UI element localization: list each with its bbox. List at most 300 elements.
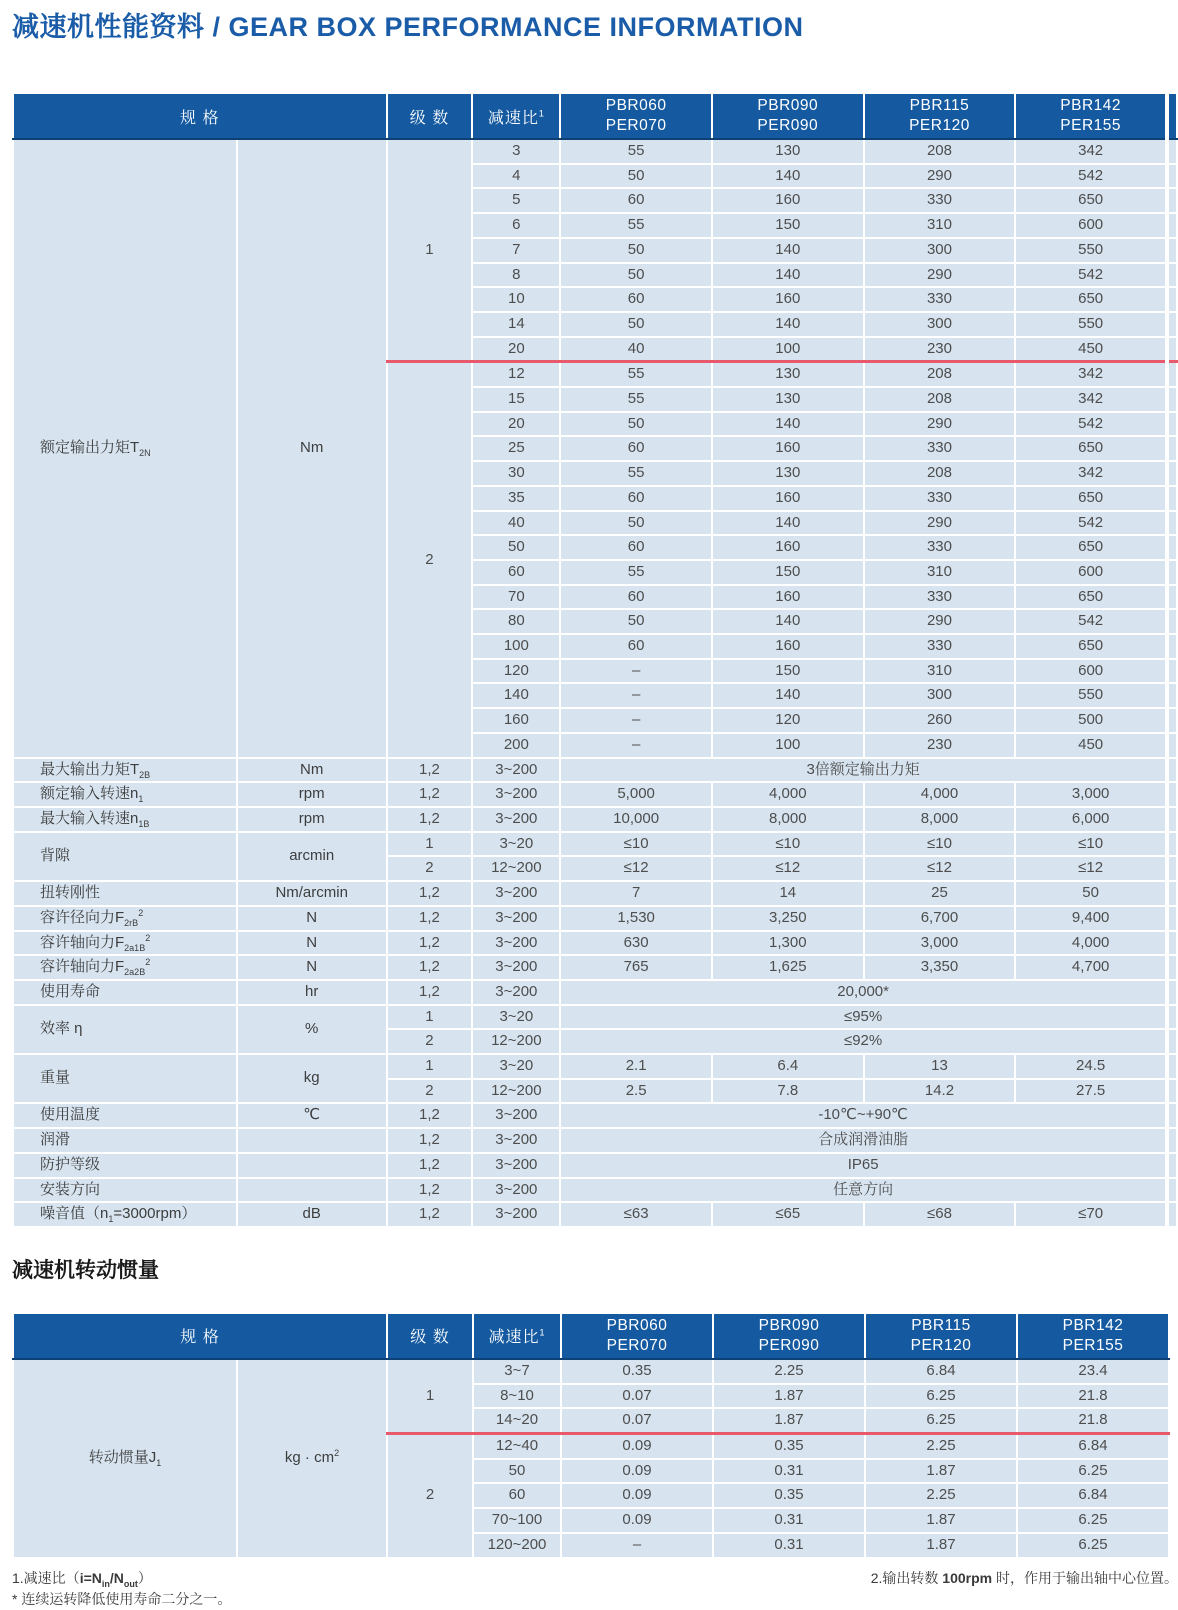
ratio-cell: 3~200	[472, 758, 560, 783]
value-cell: 650	[1015, 188, 1167, 213]
value-cell: 1,300	[712, 931, 864, 956]
cutoff-cell	[1167, 337, 1177, 362]
value-cell: 6.25	[865, 1408, 1017, 1433]
ratio-cell: 3~200	[472, 807, 560, 832]
value-cell: 208	[864, 461, 1016, 486]
stages-header: 级 数	[387, 1313, 473, 1359]
cutoff-column-header	[1167, 93, 1177, 139]
spec-row	[13, 782, 1177, 807]
spec-label: 额定输入转速$n_1$	[13, 782, 237, 807]
value-cell: 342	[1015, 461, 1167, 486]
value-cell: 50	[560, 511, 712, 536]
cutoff-cell	[1167, 387, 1177, 412]
cutoff-cell	[1167, 213, 1177, 238]
value-cell: 6.25	[1017, 1508, 1169, 1533]
value-cell: 25	[864, 881, 1016, 906]
ratio-cell: 3~200	[472, 955, 560, 980]
inertia-label: 转动惯量$J_1$	[13, 1359, 237, 1558]
spec-label: 使用寿命	[13, 980, 237, 1005]
cutoff-cell	[1167, 362, 1177, 387]
stage-cell: 1,2	[387, 1202, 473, 1227]
value-cell: 330	[864, 436, 1016, 461]
value-cell: 310	[864, 560, 1016, 585]
model-name-bottom: PER120	[910, 1336, 972, 1354]
ratio-cell: 3~200	[472, 1153, 560, 1178]
value-cell: 7	[560, 881, 712, 906]
ratio-cell: 30	[472, 461, 560, 486]
cutoff-cell	[1167, 906, 1177, 931]
spec-unit: ℃	[237, 1103, 387, 1128]
ratio-cell: 35	[472, 486, 560, 511]
ratio-cell: 15	[472, 387, 560, 412]
ratio-cell: 40	[472, 511, 560, 536]
inertia-table-section	[12, 1312, 1178, 1559]
value-cell: 140	[712, 312, 864, 337]
performance-table-section	[12, 92, 1178, 1228]
cutoff-cell	[1167, 560, 1177, 585]
value-cell: 290	[864, 511, 1016, 536]
spec-label: 容许轴向力$F_{2a1B}^2$	[13, 931, 237, 956]
ratio-cell: 3~200	[472, 980, 560, 1005]
spec-unit: Nm	[237, 758, 387, 783]
value-cell: 50	[560, 263, 712, 288]
value-cell: 600	[1015, 560, 1167, 585]
value-cell: 6.84	[1017, 1483, 1169, 1508]
value-cell: 3,250	[712, 906, 864, 931]
ratio-cell: 140	[472, 683, 560, 708]
ratio-cell: 60	[472, 560, 560, 585]
value-cell: 140	[712, 164, 864, 189]
model-name-bottom: PER090	[758, 1336, 820, 1354]
ratio-cell: 200	[472, 733, 560, 758]
ratio-header: 减速比$^1$	[472, 93, 560, 139]
ratio-cell: 3~20	[472, 1005, 560, 1030]
value-cell: 450	[1015, 733, 1167, 758]
value-cell: 60	[560, 634, 712, 659]
span-value-cell: IP65	[560, 1153, 1167, 1178]
ratio-cell: 70~100	[473, 1508, 561, 1533]
value-cell: 13	[864, 1054, 1016, 1079]
value-cell: 0.09	[561, 1459, 713, 1484]
value-cell: 650	[1015, 436, 1167, 461]
stage-cell: 2	[387, 856, 473, 881]
value-cell: 9,400	[1015, 906, 1167, 931]
ratio-cell: 3~200	[472, 1103, 560, 1128]
header-row	[13, 1313, 1169, 1359]
spec-row	[13, 807, 1177, 832]
spec-row	[13, 980, 1177, 1005]
cutoff-cell	[1167, 1202, 1177, 1227]
ratio-cell: 50	[472, 535, 560, 560]
ratio-cell: 5	[472, 188, 560, 213]
model-name-top: PBR060	[605, 97, 667, 114]
spec-label: 润滑	[13, 1128, 237, 1153]
value-cell: 1.87	[865, 1533, 1017, 1558]
value-cell: 14.2	[864, 1079, 1016, 1104]
stage-cell: 1,2	[387, 758, 473, 783]
model-name-bottom: PER155	[1060, 117, 1121, 134]
header-row	[13, 93, 1177, 139]
model-name-top: PBR090	[758, 1316, 820, 1334]
ratio-cell: 14	[472, 312, 560, 337]
cutoff-cell	[1167, 263, 1177, 288]
spec-label: 扭转刚性	[13, 881, 237, 906]
model-name-bottom: PER070	[606, 1336, 668, 1354]
value-cell: 6.25	[865, 1384, 1017, 1409]
value-cell: 765	[560, 955, 712, 980]
spec-unit	[237, 1178, 387, 1203]
ratio-cell: 3~20	[472, 1054, 560, 1079]
value-cell: 6,700	[864, 906, 1016, 931]
spec-label: 背隙	[13, 832, 237, 881]
value-cell: 60	[560, 188, 712, 213]
value-cell: 150	[712, 213, 864, 238]
stage-cell: 1,2	[387, 782, 473, 807]
value-cell: 160	[712, 188, 864, 213]
stage-cell: 2	[387, 1029, 473, 1054]
value-cell: 140	[712, 412, 864, 437]
value-cell: 650	[1015, 486, 1167, 511]
value-cell: ≤68	[864, 1202, 1016, 1227]
torque-unit: Nm	[237, 139, 387, 758]
value-cell: 120	[712, 708, 864, 733]
value-cell: 342	[1015, 362, 1167, 387]
value-cell: 600	[1015, 659, 1167, 684]
ratio-cell: 120~200	[473, 1533, 561, 1558]
inertia-section-title: 减速机转动惯量	[12, 1258, 159, 1282]
value-cell: 208	[864, 387, 1016, 412]
value-cell: 6.84	[1017, 1434, 1169, 1459]
value-cell: 130	[712, 461, 864, 486]
value-cell: 140	[712, 511, 864, 536]
cutoff-cell	[1167, 955, 1177, 980]
stage-cell: 1,2	[387, 1128, 473, 1153]
value-cell: 55	[560, 213, 712, 238]
value-cell: 150	[712, 560, 864, 585]
value-cell: 0.35	[561, 1359, 713, 1384]
value-cell: ≤10	[1015, 832, 1167, 857]
cutoff-cell	[1167, 535, 1177, 560]
value-cell: 0.31	[713, 1459, 865, 1484]
value-cell: 6,000	[1015, 807, 1167, 832]
value-cell: 0.07	[561, 1408, 713, 1433]
value-cell: 140	[712, 238, 864, 263]
value-cell: 342	[1015, 139, 1167, 164]
spec-row	[13, 1103, 1177, 1128]
cutoff-cell	[1167, 164, 1177, 189]
page-title: 减速机性能资料 / GEAR BOX PERFORMANCE INFORMATION	[12, 12, 804, 42]
ratio-cell: 12~200	[472, 856, 560, 881]
ratio-cell: 8~10	[473, 1384, 561, 1409]
value-cell: 55	[560, 560, 712, 585]
value-cell: 330	[864, 585, 1016, 610]
value-cell: 0.35	[713, 1483, 865, 1508]
value-cell: 650	[1015, 634, 1167, 659]
span-value-cell: 任意方向	[560, 1178, 1167, 1203]
value-cell: 1,530	[560, 906, 712, 931]
value-cell: ≤10	[560, 832, 712, 857]
cutoff-cell	[1167, 461, 1177, 486]
value-cell: 60	[560, 535, 712, 560]
value-cell: 55	[560, 387, 712, 412]
value-cell: 290	[864, 412, 1016, 437]
value-cell: 1.87	[713, 1408, 865, 1433]
value-cell: 542	[1015, 412, 1167, 437]
value-cell: 330	[864, 634, 1016, 659]
value-cell: 0.07	[561, 1384, 713, 1409]
value-cell: 130	[712, 362, 864, 387]
spec-label: 最大输入转速$n_{1B}$	[13, 807, 237, 832]
value-cell: 3,000	[1015, 782, 1167, 807]
value-cell: 40	[560, 337, 712, 362]
cutoff-cell	[1167, 312, 1177, 337]
spec-label: 效率 η	[13, 1005, 237, 1054]
stage-cell: 1	[387, 139, 473, 362]
stage-cell: 1,2	[387, 881, 473, 906]
spec-unit: rpm	[237, 782, 387, 807]
value-cell: 330	[864, 188, 1016, 213]
model-name-bottom: PER070	[605, 117, 667, 134]
value-cell: 6.25	[1017, 1459, 1169, 1484]
torque-row	[13, 139, 1177, 164]
model-header-2	[712, 93, 864, 139]
value-cell: 130	[712, 139, 864, 164]
value-cell: 100	[712, 733, 864, 758]
stage-cell: 2	[387, 362, 473, 758]
value-cell: 55	[560, 139, 712, 164]
spec-unit: dB	[237, 1202, 387, 1227]
spec-row	[13, 931, 1177, 956]
ratio-cell: 100	[472, 634, 560, 659]
span-value-cell: 3倍额定输出力矩	[560, 758, 1167, 783]
value-cell: 60	[560, 287, 712, 312]
ratio-cell: 14~20	[473, 1408, 561, 1433]
model-header-4	[1017, 1313, 1169, 1359]
cutoff-cell	[1167, 1178, 1177, 1203]
spec-row	[13, 955, 1177, 980]
cutoff-cell	[1167, 758, 1177, 783]
value-cell: 630	[560, 931, 712, 956]
value-cell: 4,000	[864, 782, 1016, 807]
inertia-table	[12, 1312, 1170, 1559]
spec-label: 使用温度	[13, 1103, 237, 1128]
value-cell: 5,000	[560, 782, 712, 807]
value-cell: 1.87	[865, 1508, 1017, 1533]
span-value-cell: 20,000*	[560, 980, 1167, 1005]
value-cell: 208	[864, 139, 1016, 164]
model-header-1	[560, 93, 712, 139]
value-cell: 0.09	[561, 1434, 713, 1459]
value-cell: 8,000	[864, 807, 1016, 832]
stage-cell: 1	[387, 1054, 473, 1079]
spec-header: 规 格	[13, 1313, 387, 1359]
value-cell: 230	[864, 733, 1016, 758]
ratio-cell: 12~40	[473, 1434, 561, 1459]
spec-label: 容许轴向力$F_{2a2B}^2$	[13, 955, 237, 980]
value-cell: ≤12	[560, 856, 712, 881]
cutoff-cell	[1167, 1079, 1177, 1104]
value-cell: 0.35	[713, 1434, 865, 1459]
ratio-cell: 20	[472, 337, 560, 362]
model-name-top: PBR090	[757, 97, 819, 114]
value-cell: 550	[1015, 312, 1167, 337]
ratio-cell: 25	[472, 436, 560, 461]
value-cell: 550	[1015, 238, 1167, 263]
value-cell: 4,000	[1015, 931, 1167, 956]
model-header-1	[561, 1313, 713, 1359]
value-cell: 8,000	[712, 807, 864, 832]
value-cell: ≤10	[864, 832, 1016, 857]
spec-unit: kg	[237, 1054, 387, 1103]
value-cell: 140	[712, 263, 864, 288]
value-cell: 310	[864, 659, 1016, 684]
cutoff-cell	[1167, 1103, 1177, 1128]
value-cell: 260	[864, 708, 1016, 733]
ratio-cell: 12~200	[472, 1029, 560, 1054]
value-cell: 2.1	[560, 1054, 712, 1079]
model-name-top: PBR115	[909, 97, 970, 114]
value-cell: 650	[1015, 287, 1167, 312]
model-name-bottom: PER155	[1062, 1336, 1124, 1354]
cutoff-cell	[1167, 733, 1177, 758]
value-cell: 542	[1015, 164, 1167, 189]
stage-cell: 1,2	[387, 906, 473, 931]
value-cell: 330	[864, 486, 1016, 511]
cutoff-cell	[1167, 683, 1177, 708]
value-cell: 24.5	[1015, 1054, 1167, 1079]
value-cell: –	[561, 1533, 713, 1558]
ratio-cell: 160	[472, 708, 560, 733]
value-cell: 100	[712, 337, 864, 362]
value-cell: 6.4	[712, 1054, 864, 1079]
value-cell: 290	[864, 609, 1016, 634]
stage-cell: 1,2	[387, 807, 473, 832]
spec-unit: %	[237, 1005, 387, 1054]
value-cell: ≤10	[712, 832, 864, 857]
value-cell: 27.5	[1015, 1079, 1167, 1104]
value-cell: –	[560, 733, 712, 758]
value-cell: 2.25	[865, 1483, 1017, 1508]
stage-cell: 1,2	[387, 931, 473, 956]
spec-row	[13, 1202, 1177, 1227]
spec-row	[13, 1005, 1177, 1030]
ratio-cell: 3	[472, 139, 560, 164]
cutoff-cell	[1167, 412, 1177, 437]
inertia-table-header	[13, 1313, 1169, 1359]
value-cell: 50	[560, 312, 712, 337]
value-cell: 21.8	[1017, 1384, 1169, 1409]
ratio-cell: 7	[472, 238, 560, 263]
value-cell: 0.09	[561, 1483, 713, 1508]
spec-unit: N	[237, 931, 387, 956]
cutoff-cell	[1167, 436, 1177, 461]
model-name-top: PBR142	[1062, 1316, 1124, 1334]
value-cell: 600	[1015, 213, 1167, 238]
stage-cell: 1,2	[387, 1153, 473, 1178]
spec-row	[13, 832, 1177, 857]
performance-table-body	[13, 139, 1177, 1227]
ratio-header: 减速比$^1$	[473, 1313, 561, 1359]
span-value-cell: -10℃~+90℃	[560, 1103, 1167, 1128]
value-cell: 160	[712, 535, 864, 560]
footnote-ratio-definition: 1.减速比$(i=N_{in}/N_{out})$	[12, 1569, 152, 1589]
spec-unit: hr	[237, 980, 387, 1005]
value-cell: 160	[712, 287, 864, 312]
footnotes	[12, 1568, 1178, 1610]
value-cell: 60	[560, 585, 712, 610]
value-cell: 330	[864, 287, 1016, 312]
ratio-cell: 12	[472, 362, 560, 387]
stage-cell: 2	[387, 1434, 473, 1558]
cutoff-cell	[1167, 238, 1177, 263]
value-cell: –	[560, 683, 712, 708]
ratio-cell: 3~7	[473, 1359, 561, 1384]
ratio-cell: 6	[472, 213, 560, 238]
ratio-cell: 20	[472, 412, 560, 437]
value-cell: 130	[712, 387, 864, 412]
cutoff-cell	[1167, 1005, 1177, 1030]
value-cell: 150	[712, 659, 864, 684]
ratio-cell: 80	[472, 609, 560, 634]
ratio-cell: 3~200	[472, 782, 560, 807]
cutoff-cell	[1167, 1153, 1177, 1178]
inertia-row	[13, 1359, 1169, 1384]
value-cell: 290	[864, 263, 1016, 288]
spec-unit	[237, 1153, 387, 1178]
ratio-cell: 70	[472, 585, 560, 610]
cutoff-cell	[1167, 1029, 1177, 1054]
spec-label: 容许径向力$F_{2rB}^2$	[13, 906, 237, 931]
value-cell: ≤12	[712, 856, 864, 881]
torque-label: 额定输出力矩$T_{2N}$	[13, 139, 237, 758]
spec-row	[13, 1178, 1177, 1203]
ratio-cell: 4	[472, 164, 560, 189]
model-header-4	[1015, 93, 1167, 139]
span-value-cell: 合成润滑油脂	[560, 1128, 1167, 1153]
value-cell: 50	[560, 609, 712, 634]
value-cell: 4,700	[1015, 955, 1167, 980]
cutoff-cell	[1167, 609, 1177, 634]
stage-cell: 1,2	[387, 1103, 473, 1128]
value-cell: 50	[560, 164, 712, 189]
value-cell: 3,000	[864, 931, 1016, 956]
cutoff-cell	[1167, 1128, 1177, 1153]
spec-row	[13, 1128, 1177, 1153]
value-cell: 140	[712, 609, 864, 634]
spec-unit: N	[237, 906, 387, 931]
spec-row	[13, 1153, 1177, 1178]
spec-label: 防护等级	[13, 1153, 237, 1178]
stage-cell: 1	[387, 1005, 473, 1030]
spec-row	[13, 1054, 1177, 1079]
ratio-cell: 12~200	[472, 1079, 560, 1104]
value-cell: 1,625	[712, 955, 864, 980]
value-cell: 2.5	[560, 1079, 712, 1104]
value-cell: 23.4	[1017, 1359, 1169, 1384]
value-cell: –	[560, 708, 712, 733]
value-cell: ≤12	[1015, 856, 1167, 881]
ratio-cell: 3~200	[472, 1128, 560, 1153]
cutoff-cell	[1167, 832, 1177, 857]
cutoff-cell	[1167, 708, 1177, 733]
cutoff-cell	[1167, 139, 1177, 164]
ratio-cell: 10	[472, 287, 560, 312]
stage-cell: 1,2	[387, 980, 473, 1005]
cutoff-cell	[1167, 486, 1177, 511]
spec-label: 安装方向	[13, 1178, 237, 1203]
value-cell: 6.84	[865, 1359, 1017, 1384]
value-cell: 160	[712, 585, 864, 610]
